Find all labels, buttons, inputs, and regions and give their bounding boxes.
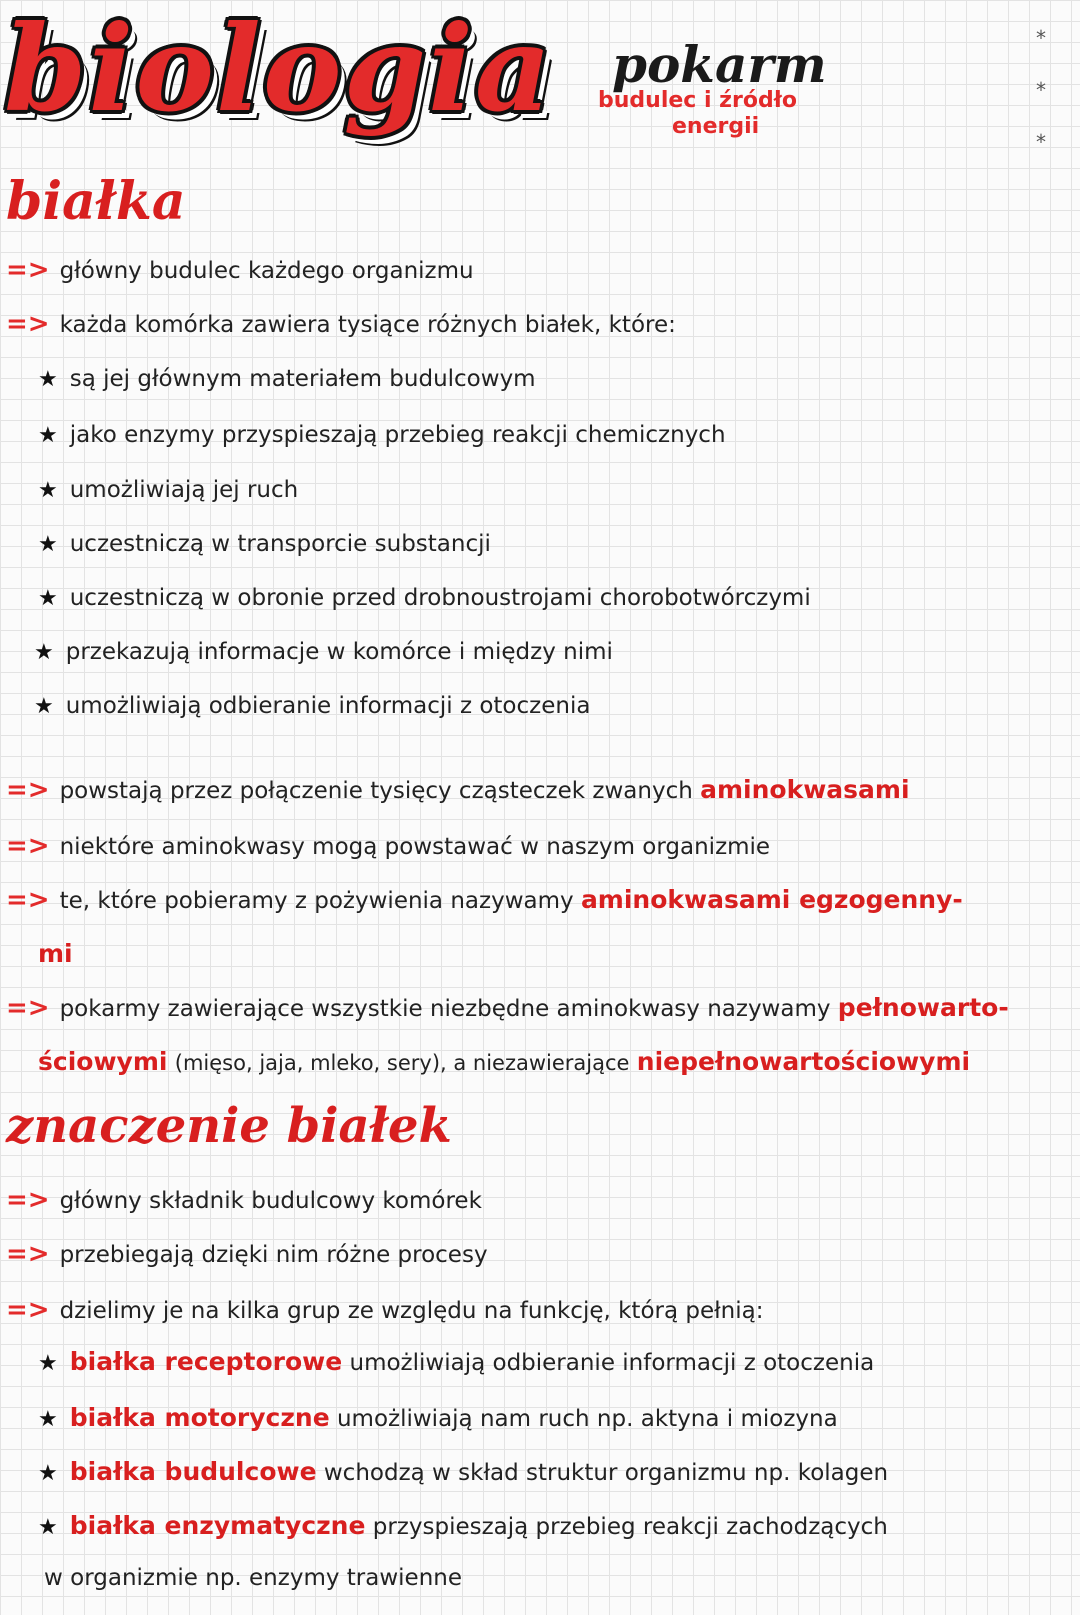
note-line: => pokarmy zawierające wszystkie niezbędne aminokwasy nazywamy pełnowarto- — [6, 993, 1009, 1023]
note-line-continued: w organizmie np. enzymy trawienne — [44, 1565, 462, 1591]
arrow-icon: => — [6, 1185, 50, 1215]
star-doodle-3: * — [1036, 130, 1046, 154]
protein-type-name: białka receptorowe — [69, 1347, 343, 1376]
protein-type-item — [38, 1404, 838, 1432]
star-bullet-icon: ★ — [34, 694, 54, 719]
page-title: biologia — [4, 0, 554, 138]
protein-type-desc: wchodzą w skład struktur organizmu np. kolagen — [323, 1460, 889, 1486]
arrow-icon: => — [6, 1295, 50, 1325]
note-line: => główny budulec każdego organizmu — [6, 255, 474, 285]
star-bullet-icon: ★ — [38, 532, 58, 557]
topic-label: pokarm — [612, 35, 827, 94]
note-line-continued: ściowymi (mięso, jaja, mleko, sery), a niezawierające niepełnowartościowymi — [38, 1047, 971, 1076]
highlight-term: pełnowarto- — [837, 993, 1009, 1022]
arrow-icon: => — [6, 993, 50, 1023]
bullet-item: ★ umożliwiają jej ruch — [38, 477, 299, 503]
arrow-icon: => — [6, 831, 50, 861]
protein-type-desc: przyspieszają przebieg reakcji zachodzących — [372, 1514, 888, 1540]
star-bullet-icon: ★ — [38, 1515, 58, 1540]
highlight-term: aminokwasami egzogenny- — [580, 885, 963, 914]
arrow-icon: => — [6, 1239, 50, 1269]
protein-type-desc: umożliwiają nam ruch np. aktyna i miozyna — [336, 1406, 838, 1432]
protein-type-name: białka enzymatyczne — [69, 1511, 366, 1540]
star-doodle-1: * — [1036, 26, 1046, 50]
note-line-continued — [38, 940, 73, 968]
bullet-item: ★ uczestniczą w transporcie substancji — [38, 531, 491, 557]
star-bullet-icon: ★ — [38, 478, 58, 503]
note-line: => przebiegają dzięki nim różne procesy — [6, 1239, 488, 1269]
bullet-item: ★ jako enzymy przyspieszają przebieg reakcji chemicznych — [38, 422, 726, 448]
note-line: => powstają przez połączenie tysięcy cząsteczek zwanych aminokwasami — [6, 775, 910, 805]
star-bullet-icon: ★ — [34, 640, 54, 665]
bullet-item: ★ przekazują informacje w komórce i między nimi — [34, 639, 613, 665]
arrow-icon: => — [6, 775, 50, 805]
protein-type-item — [38, 1348, 874, 1376]
star-bullet-icon: ★ — [38, 367, 58, 392]
arrow-icon: => — [6, 885, 50, 915]
highlight-term: mi — [38, 939, 73, 968]
star-bullet-icon: ★ — [38, 586, 58, 611]
highlight-term: aminokwasami — [700, 775, 910, 804]
subtitle-line-2: energii — [672, 114, 760, 139]
subtitle-line-1: budulec i źródło — [598, 88, 797, 113]
protein-type-name: białka motoryczne — [69, 1403, 330, 1432]
star-bullet-icon: ★ — [38, 423, 58, 448]
arrow-icon: => — [6, 309, 50, 339]
section-heading-bialka: białka — [6, 171, 186, 232]
protein-type-item — [38, 1512, 888, 1540]
star-bullet-icon: ★ — [38, 1407, 58, 1432]
star-bullet-icon: ★ — [38, 1461, 58, 1486]
bullet-item: ★ umożliwiają odbieranie informacji z otoczenia — [34, 693, 591, 719]
protein-type-name: białka budulcowe — [69, 1457, 317, 1486]
protein-type-item — [38, 1458, 888, 1486]
note-line: => niektóre aminokwasy mogą powstawać w naszym organizmie — [6, 831, 771, 861]
note-line: => główny składnik budulcowy komórek — [6, 1185, 482, 1215]
note-line: => każda komórka zawiera tysiące różnych białek, które: — [6, 309, 676, 339]
star-doodles — [1036, 12, 1046, 168]
section-heading-znaczenie-bialek: znaczenie białek — [6, 1098, 452, 1154]
star-doodle-2: * — [1036, 78, 1046, 102]
note-line: => te, które pobieramy z pożywienia nazywamy aminokwasami egzogenny- — [6, 885, 963, 915]
star-bullet-icon: ★ — [38, 1351, 58, 1376]
arrow-icon: => — [6, 255, 50, 285]
bullet-item: ★ uczestniczą w obronie przed drobnoustrojami chorobotwórczymi — [38, 585, 811, 611]
highlight-term: niepełnowartościowymi — [636, 1047, 971, 1076]
protein-type-desc: umożliwiają odbieranie informacji z otoczenia — [349, 1350, 875, 1376]
highlight-term: ściowymi — [38, 1047, 168, 1076]
note-line: => dzielimy je na kilka grup ze względu na funkcję, którą pełnią: — [6, 1295, 764, 1325]
bullet-item: ★ są jej głównym materiałem budulcowym — [38, 366, 536, 392]
